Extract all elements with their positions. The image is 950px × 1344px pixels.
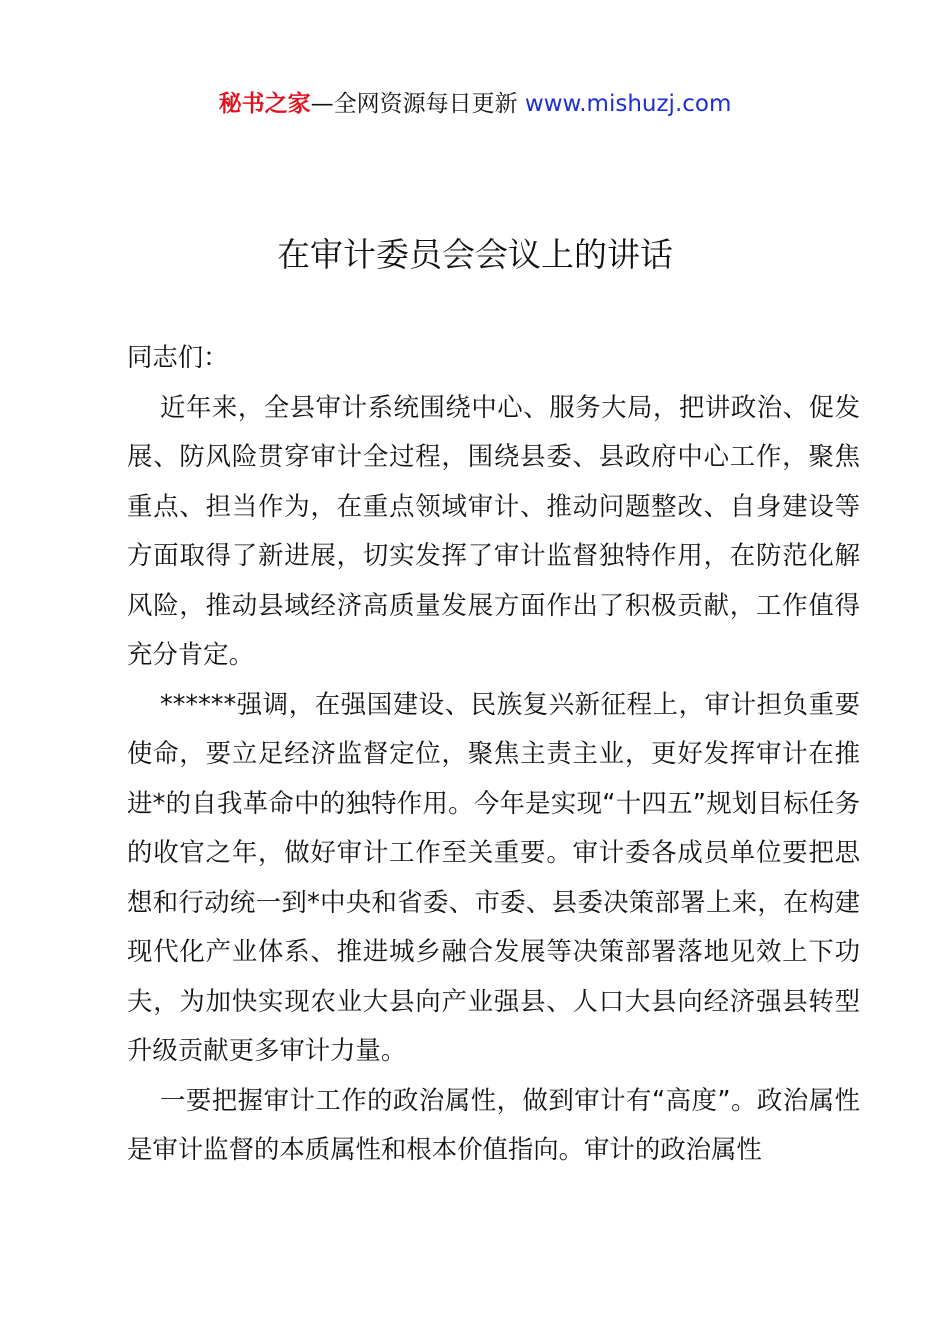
site-url-link[interactable]: www.mishuzj.com: [524, 91, 732, 117]
paragraph-3: 一要把握审计工作的政治属性，做到审计有“高度”。政治属性是审计监督的本质属性和根本价值指向。审计的政治属性: [127, 1084, 860, 1164]
site-slogan: —全网资源每日更新: [310, 91, 525, 117]
salutation: 同志们：: [127, 342, 229, 372]
paragraph-1: 近年来，全县审计系统围绕中心、服务大局，把讲政治、促发展、防风险贯穿审计全过程，围绕县委、县政府中心工作，聚焦重点、担当作为，在重点领域审计、推动问题整改、自身建设等方面取得了新进展，切实发挥了审计监督独特作用，在防范化解风险，推动县域经济高质量发展方面作出了积极贡献，工作值得充分肯定。: [127, 391, 860, 669]
site-header: [0, 88, 950, 120]
site-brand: 秘书之家: [218, 91, 311, 117]
paragraph-2: ******强调，在强国建设、民族复兴新征程上，审计担负重要使命，要立足经济监督定位，聚焦主责主业，更好发挥审计在推进*的自我革命中的独特作用。今年是实现“十四五”规划目标任务的收官之年，做好审计工作至关重要。审计委各成员单位要把思想和行动统一到*中央和省委、市委、县委决策部署上来，在构建现代化产业体系、推进城乡融合发展等决策部署落地见效上下功夫，为加快实现农业大县向产业强县、人口大县向经济强县转型升级贡献更多审计力量。: [127, 688, 860, 1065]
document-title: 在审计委员会会议上的讲话: [277, 235, 673, 274]
document-body: [127, 333, 860, 1175]
